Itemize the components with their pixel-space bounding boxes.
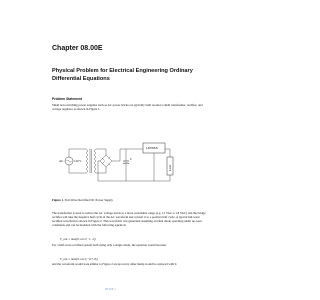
paragraph-half-wave	[52, 243, 210, 247]
equation-full-wave: V_out = max(0, cos t|−1, 4|)	[60, 237, 96, 241]
bridge-rectifier-symbol	[100, 155, 112, 167]
figure-caption: Figure 1. Full-Wave Rectified DC Power Supply	[52, 198, 113, 202]
page-title: Physical Problem for Electrical Engineering Ordinary Differential Equations	[52, 68, 193, 82]
paragraph-transformer: The transformer is used to reduce the AC voltage levels to a more reasonable range (e.g. 12 VAC or 18 VAC) and the bridge rectifier will take the negative half cycle of the AC waveform and convert it to a positive half cycle. A typical full-wave rectified waveform is shown in Figure 2. This waveform was generated assuming an ideal diode operating under no-load conditions and can be modeled with the following equation:	[52, 211, 206, 228]
ac-label: AC	[59, 159, 64, 164]
capacitor-label: C	[130, 157, 133, 161]
equation-half-wave: V_out = max(0, cos t|−0.7, 8|)	[60, 257, 98, 261]
section-heading: Problem Statement	[52, 97, 83, 101]
chapter-label: Chapter 08.00E	[52, 45, 103, 52]
transformer-symbol	[86, 149, 96, 173]
figure-caption-text: Full-Wave Rectified DC Power Supply	[64, 198, 113, 202]
figure-number: Figure 1	[52, 198, 64, 202]
page-footer: 08.00E.1	[105, 287, 116, 291]
capacitor-symbol	[123, 149, 129, 181]
circuit-diagram	[58, 137, 178, 195]
paragraph-intro: Small non-switching power supplies such as AC power bricks are typically built around a small transformer, rectifier, and voltage regulator as shown in Figure 1.	[52, 103, 203, 112]
paragraph-waveform-note: and the waveform would look similar to Figure 2 except every other hump would be replaced with 0.	[52, 262, 178, 266]
load-label: Load	[169, 165, 172, 171]
regulator-label: LM78XX	[146, 146, 158, 151]
source-voltage-label: 120 V	[74, 159, 82, 164]
paragraph-half-wave-text: For a half-wave rectified system built using only a single diode, the equation would become:	[52, 243, 167, 247]
